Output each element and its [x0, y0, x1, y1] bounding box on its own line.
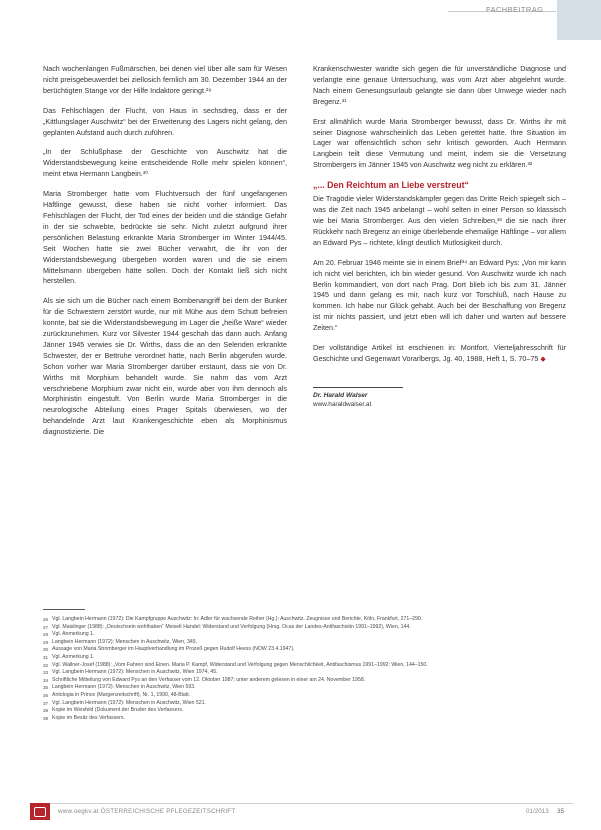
footer-issue: 01/2013 [526, 808, 549, 815]
footnote-number: 29 [43, 639, 49, 645]
footnote [43, 662, 543, 670]
footnote [43, 639, 543, 647]
footnote-number: 28 [43, 632, 49, 638]
body-paragraph: Erst allmählich wurde Maria Stromberger bewusst, dass Dr. Wirths ihr mit seiner Diagnose wahrscheinlich das Leben gerettet hatte. Ihre Situation im Lager war offensichtlich schon sehr kritisch geworden. Auch Hermann Langbein teilt diese Vermutung und meint, indem sie die Versetzung Strombergers im Jänner 1945 von Auschwitz weg nicht zu erklären.³² [313, 116, 566, 170]
footnote-number: 38 [43, 708, 49, 714]
footnote-text: Vgl. Langbein Hermann (1972): Die Kampfgruppe Auschwitz: In: Adler für wachsende Reiher (Hg.): Auschwitz. Zeugnisse und Berichte, Köln, Frankfurt, 271–290. [52, 616, 423, 622]
footer-rule [43, 803, 573, 804]
footnote-number: 37 [43, 700, 49, 706]
section-subheading: „... Den Reichtum an Liebe verstreut“ [313, 180, 469, 191]
body-paragraph: „In der Schlußphase der Geschichte von Auschwitz hat die Widerstandsbewegung keine entscheidende Rolle mehr spielen können“, meint etwa Hermann Langbein.³⁰ [43, 147, 287, 179]
author-block [313, 387, 566, 409]
footnote-text: Kopie im Besitz des Verfassers. [52, 714, 125, 721]
footnote-number: 32 [43, 662, 49, 668]
footnote [43, 707, 543, 715]
footnote [43, 700, 543, 708]
footnote [43, 631, 543, 639]
footer-publication: www.oegkv.at ÖSTERREICHISCHE PFLEGEZEITSCHRIFT [58, 808, 236, 815]
footnote-number: 34 [43, 677, 49, 683]
end-mark-icon: ◆ [540, 353, 546, 363]
footnote [43, 654, 543, 662]
footnote-number: 26 [43, 617, 49, 622]
footnote [43, 616, 543, 624]
footnote [43, 692, 543, 700]
footnote-number: 30 [43, 647, 49, 653]
footnote-text: Vgl. Anmerkung 1. [52, 653, 95, 660]
author-rule [313, 387, 403, 388]
section-label: FACHBEITRAG [486, 5, 544, 14]
footnote-number: 35 [43, 685, 49, 691]
footnote-text: Aussage von Maria Stromberger im Hauptverhandlung im Prozeß gegen Rudolf Heess (NOW 23.4.1947). [52, 646, 295, 653]
body-paragraph: Als sie sich um die Bücher nach einem Bombenangriff bei dem der Bunker für die Schwestern zerstört wurde, nur mit Mühe aus dem Schutt befreien konnte, bat sie die Widerstandsbewegung im Lager die „heiße Ware“ wieder zurückzunehmen. Kurz vor Silvester 1944 geschah das dann auch. Anfang Jänner 1945 verwies sie Dr. Wirths, dass die an den Selenden erkrankte Schwester, der er Bettruhe verordnet hatte, nach Berlin abgerufen wurde. Schon vorher war Maria Stromberger darüber erstaunt, dass sie von Dr. Wirths mit Morphium behandelt wurde. Sie nahm das vom Arzt verschriebene Morphium zwar nicht ein, wurde aber von ihm dennoch als Morphinistin eingestuft. Von Berlin wurde Maria Stromberger in die neurologische Abteilung eines Prager Spitals überwiesen, wo der behandelnde Arzt laut Krankengeschichte eben als Morphinismus diagnostizierte. Die [43, 296, 287, 437]
body-paragraph: Am 20. Februar 1946 meinte sie in einem Brief³⁴ an Edward Pys: „Von mir kann ich nicht viel berichten, ich bin wieder gesund. Von Auschwitz wurde ich nach Berlin kommandiert, von dort nach Prag. Dort blieb ich bis zum 31. Jänner 1945 und dann gelang es mir, nach kurz vor Torschluß, nach Hause zu kommen. Ich habe nur Glück gehabt. Auch bei der Beschaffung von Bregenz ist mir nichts passiert, und jetzt eben will ich daher und warten auf bessere Zeiten.“ [313, 257, 566, 333]
footnote-number: 39 [43, 715, 49, 721]
footnote-text: Vgl. Langbein Hermann (1972): Menschen in Auschwitz, Wien 1974, 45. [52, 669, 218, 676]
footnote [43, 646, 543, 654]
source-note [313, 343, 566, 365]
footnote-text: Vgl. Langbein Hermann (1972): Menschen in Auschwitz, Wien 521. [52, 699, 206, 706]
footnote [43, 624, 543, 632]
body-paragraph: Maria Stromberger hatte vom Fluchtversuch der fünf ungefangenen Häftlinge gewusst, diese haben sie nicht vorher informiert. Das Fehlschlagen der Flucht, der Tod eines der beiden und die ständige Gefahr in der sie schwebte, bedrückte sie sehr. Nicht zuletzt aufgrund ihrer persönlichen Belastung erkrankte Maria Stromberger im Winter 1944/45. Seit Wochen hatte sie zwei Bücher verwahrt, die ihr von der Widerstandsbewegung übergeben worden waren und die sie einem Mittelsmann übergeben hätte sollen. Doch der Kontakt ließ sich nicht herstellen. [43, 189, 287, 286]
body-paragraph: Nach wochenlangen Fußmärschen, bei denen viel über alle sam für Wesen nicht preisgebeuwerdet bei ziellosich fernlich am 30. Dezember 1944 an der berüchtigten Stange vor der Hilfe Indaktore geringt.²⁹ [43, 64, 287, 95]
author-website-link[interactable]: www.haraldwalser.at [313, 400, 372, 408]
footnote-text: Vgl. Anmerkung 1. [52, 631, 95, 638]
footnote [43, 684, 543, 692]
footnote-text: Vgl. Maislinger (1988): „Deutschsein wohlhaben“ Meiselt Handel: Widerstand und Verfolgung (Hrsg. Ocas der Landes-Antifaschistin 1991–1992), Wien, 144. [52, 623, 411, 630]
footnote [43, 677, 543, 685]
source-note-text: Der vollständige Artikel ist erschienen in: Montfort. Vierteljahresschrift für Geschichte und Gegenwart Vorarlbergs, Jg. 40, 1988, Heft 1, S. 70–75 [313, 343, 566, 363]
footnote-number: 36 [43, 692, 49, 698]
footnotes [43, 616, 543, 722]
footnote-text: Antologia in Prince (Margenzeitschrift), Nr. 1, 1990, 48-Blatt. [52, 691, 191, 698]
footnote-number: 33 [43, 670, 49, 676]
body-paragraph: Die Tragödie vieler Widerstandskämpfer gegen das Dritte Reich spiegelt sich – was die Zeit nach 1945 anbelangt – wohl selten in einer Person so klassisch wie bei Maria Stromberger. Aus den vielen Schreiben,³³ die sie nach ihrer Rückkehr nach Bregenz an einige überlebende ehemalige Häftlinge – vor allem an Edward Pys – richtete, klingt deutlich Mutlosigkeit durch. [313, 194, 566, 247]
footnote-text: Vgl. Wallner-Josef (1988): „Vom Fahren sind Einen. Maria P. Kampf, Widerstand und Verfolgung gegen Menschlichkeit, Antifaschismus 1991–1992: Wien, 144–150. [52, 661, 428, 668]
author-name: Dr. Harald Walser [313, 391, 368, 399]
footnote [43, 669, 543, 677]
footnote-rule [43, 609, 85, 610]
footnote-number: 31 [43, 654, 49, 660]
footnote-text: Kopie im Weisfeld (Dokument der Bruder des Verfassers. [52, 707, 184, 714]
footnote [43, 715, 543, 723]
footnote-text: Schriftliche Mitteilung von Edward Pys an den Verfasser vom 12. Oktober 1987; unter anderem gelesen in einer am 24. November 1958. [52, 676, 366, 683]
header-accent-block [557, 0, 601, 40]
right-column [313, 64, 566, 409]
footnote-text: Langbein Hermann (1972): Menschen in Auschwitz, Wien, 345. [52, 638, 198, 645]
page-number: 35 [557, 808, 565, 815]
footnote-number: 27 [43, 624, 49, 630]
body-paragraph: Krankenschwester wandte sich gegen die für unverständliche Diagnose und verlangte eine genaue Untersuchung, was vom Arzt aber abgelehnt wurde. Nach einem Genesungsurlaub gelangte sie dann über Umwege wieder nach Bregenz.³¹ [313, 64, 566, 106]
body-paragraph: Das Fehlschlagen der Flucht, von Haus in sechsdreg, dass er der „Kittlungslager Auschwitz“ bei der Erweiterung des Lagers nicht gelang, den geplanten Aufstand auch durch zuführen. [43, 105, 287, 137]
publisher-logo-icon [30, 803, 50, 820]
left-column [43, 64, 287, 447]
footnote-text: Langbein Hermann (1972): Menschen in Auschwitz, Wien 593. [52, 684, 196, 691]
